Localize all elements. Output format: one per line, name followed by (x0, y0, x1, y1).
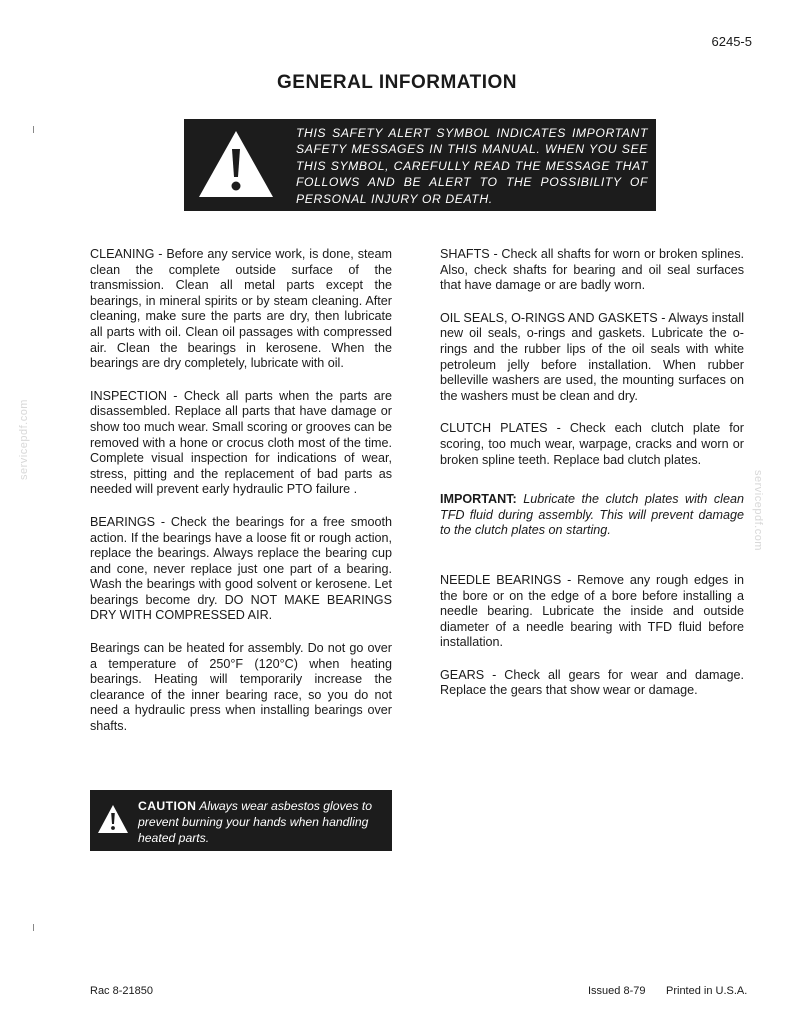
important-note (440, 492, 744, 539)
caution-label: CAUTION (138, 799, 197, 813)
caution-text (138, 798, 388, 846)
bearings-paragraph: BEARINGS - Check the bearings for a free smooth action. If the bearings have a loose fit or rough action, replace the bearings. Always replace the bearing cup and cone, never replace just one part of a bearing. Wash the bearings with good solvent or kerosene. Let bearings become dry. DO NOT MAKE BEARINGS DRY WITH COMPRESSED AIR. (90, 514, 392, 623)
margin-tick (33, 924, 34, 931)
left-column (90, 247, 392, 752)
caution-box (90, 790, 392, 851)
footer-printed: Printed in U.S.A. (666, 985, 748, 997)
watermark-left: servicepdf.com (18, 399, 30, 480)
warning-triangle-icon (197, 129, 275, 199)
important-label: IMPORTANT: (440, 492, 517, 507)
watermark-right: servicepdf.com (752, 470, 764, 551)
oil-seals-paragraph: OIL SEALS, O-RINGS AND GASKETS - Always install new oil seals, o-rings and gaskets. Lubricate the o-rings and the rubber lips of the oil seals with white petroleum jelly before installation. When rubber belleville washers are used, the mounting surfaces on the washers must be clean and dry. (440, 310, 744, 403)
needle-bearings-paragraph: NEEDLE BEARINGS - Remove any rough edges in the bore or on the edge of a bore before installing a needle bearing. Lubricate the inside and outside diameter of a needle bearing with TFD fluid before installation. (440, 572, 744, 650)
gears-paragraph: GEARS - Check all gears for wear and damage. Replace the gears that show wear or damage. (440, 667, 744, 698)
bearings-heat-paragraph: Bearings can be heated for assembly. Do not go over a temperature of 250°F (120°C) when heating bearings. Heating will temporarily increase the clearance of the inner bearing race, so you do not need a hydraulic press when installing bearings over shafts. (90, 641, 392, 734)
page-title: GENERAL INFORMATION (277, 72, 517, 93)
shafts-paragraph: SHAFTS - Check all shafts for worn or broken splines. Also, check shafts for bearing and oil seal surfaces that have damage or are badly worn. (440, 247, 744, 293)
footer-code: Rac 8-21850 (90, 985, 153, 997)
footer-issued: Issued 8-79 (588, 985, 646, 997)
safety-alert-text: THIS SAFETY ALERT SYMBOL INDICATES IMPORTANT SAFETY MESSAGES IN THIS MANUAL. WHEN YOU SEE THIS SYMBOL, CAREFULLY READ THE MESSAGE THAT FOLLOWS AND BE ALERT TO THE POSSIBILITY OF PERSONAL INJURY OR DEATH. (296, 126, 648, 206)
cleaning-paragraph: CLEANING - Before any service work, is done, steam clean the complete outside surface of the transmission. Clean all metal parts except the bearings, in mineral spirits or by steam cleaning. After cleaning, make sure the parts are dry, then lubricate all parts with oil. Clean oil passages with compressed air. Clean the bearings in kerosene. When the bearings are dry completely, lubricate with oil. (90, 247, 392, 371)
important-text: Lubricate the clutch plates with clean TFD fluid during assembly. This will prevent damage to the clutch plates on starting. (440, 492, 744, 538)
clutch-plates-paragraph: CLUTCH PLATES - Check each clutch plate for scoring, too much wear, warpage, cracks and worn or broken spline teeth. Replace bad clutch plates. (440, 421, 744, 467)
inspection-paragraph: INSPECTION - Check all parts when the parts are disassembled. Replace all parts that have damage or show too much wear. Small scoring or grooves can be removed with a hone or crocus cloth most of the time. Complete visual inspection for indications of wear, stress, pitting and the replacement of bad parts as needed will prevent early hydraulic PTO failure . (90, 388, 392, 497)
caution-message: Always wear asbestos gloves to prevent burning your hands when handling heated parts. (138, 799, 373, 845)
warning-triangle-icon (97, 804, 129, 834)
page-number: 6245-5 (711, 34, 752, 49)
right-column (440, 247, 744, 716)
safety-alert-box (184, 119, 656, 211)
margin-tick (33, 126, 34, 133)
